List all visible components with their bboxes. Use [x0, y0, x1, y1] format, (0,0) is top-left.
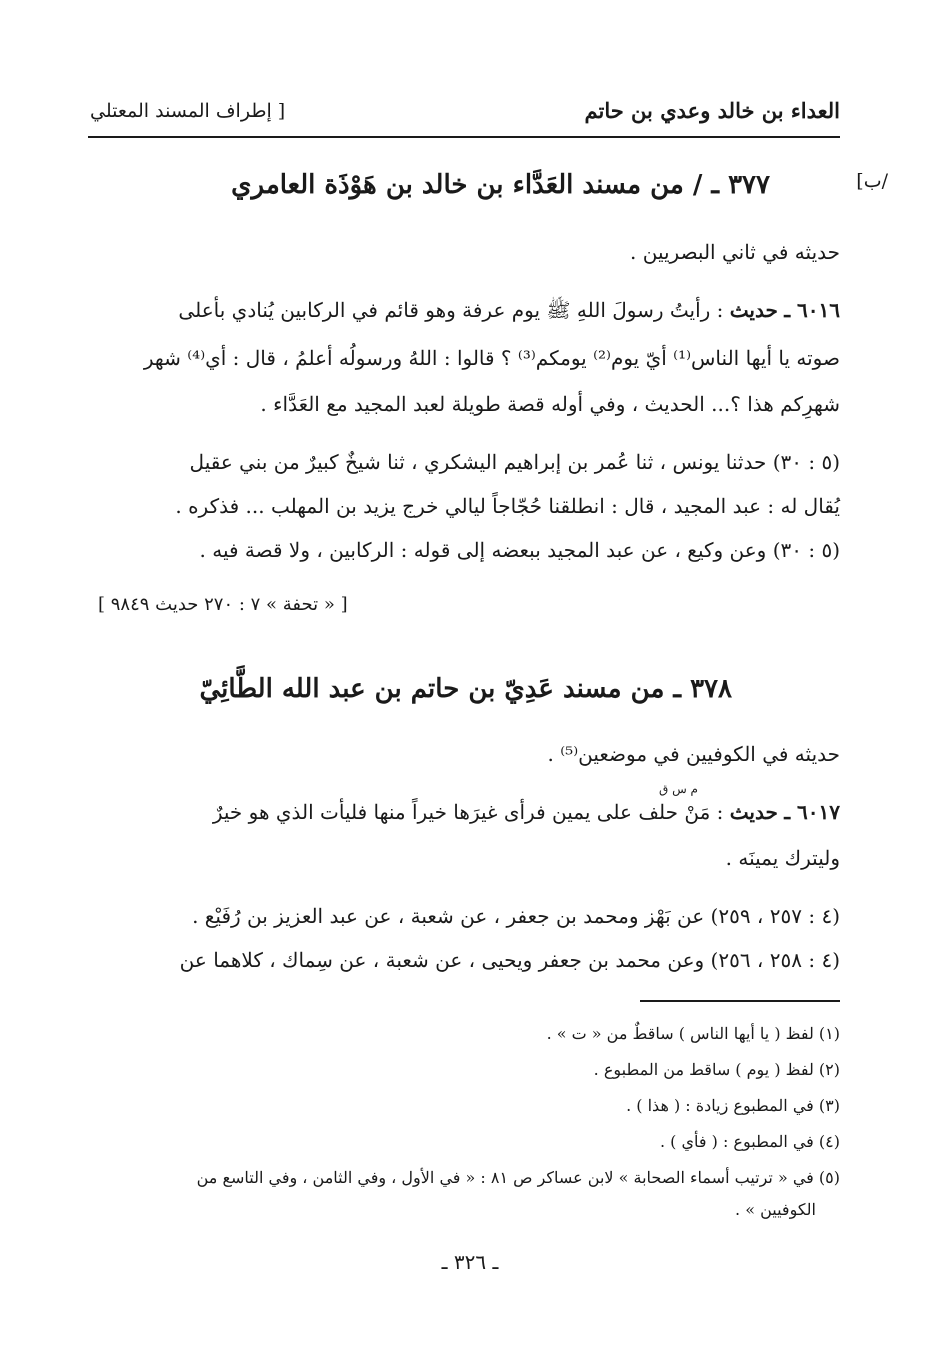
hadith-6017-line-2: وليترك يمينَه . — [725, 846, 840, 870]
hadith-number: ٦٠١٧ ـ — [784, 800, 840, 824]
hadith-6016-line-2: صوته يا أيها الناس⁽¹⁾ أيّ يوم⁽²⁾ يومكم⁽³⁾ ؟ قالوا : اللهُ ورسولُه أعلمُ ، قال : أي⁽⁴⁾ شهر — [143, 346, 840, 370]
section-title-377: ٣٧٧ ـ / من مسند العَدَّاء بن خالد بن هَوْذَة العامري — [231, 170, 770, 200]
running-header-book: [ إطراف المسند المعتلي — [90, 100, 286, 122]
hadith-label: حديث — [729, 298, 778, 322]
isnad-line: (٥ : ٣٠) حدثنا يونس ، ثنا عُمر بن إبراهيم اليشكري ، ثنا شيخٌ كبيرٌ من بني عقيل — [189, 450, 840, 474]
footnote: (٣) في المطبوع زيادة : ( هذا ) . — [626, 1096, 840, 1115]
hadith-text: : رأيتُ رسولَ اللهِ ﷺ يوم عرفة وهو قائم في الركابين يُنادي بأعلى — [178, 298, 724, 322]
section-intro-377: حديثه في ثاني البصريين . — [630, 240, 840, 264]
hadith-6017-line-1 — [213, 800, 840, 824]
hadith-label: حديث — [729, 800, 778, 824]
running-header-title: العداء بن خالد وعدي بن حاتم — [584, 98, 840, 123]
footnote: (١) لفظ ( يا أيها الناس ) ساقطٌ من « ت » . — [546, 1024, 840, 1043]
isnad-line: (٤ : ٢٥٨ ، ٢٥٦) وعن محمد بن جعفر ويحيى ، عن شعبة ، عن سِماك ، كلاهما عن — [179, 948, 840, 972]
margin-note: /ب] — [856, 170, 888, 192]
hadith-number: ٦٠١٦ ـ — [784, 298, 840, 322]
isnad-line: يُقال له : عبد المجيد ، قال : انطلقنا حُجّاجاً ليالي خرج يزيد بن المهلب ... فذكره . — [175, 494, 840, 518]
page-number: ـ ٣٢٦ ـ — [441, 1250, 499, 1274]
isnad-line: (٥ : ٣٠) وعن وكيع ، عن عبد المجيد ببعضه إلى قوله : الركابين ، ولا قصة فيه . — [199, 538, 840, 562]
footnote: (٢) لفظ ( يوم ) ساقط من المطبوع . — [593, 1060, 840, 1079]
footnote: (٥) في « ترتيب أسماء الصحابة » لابن عساكر ص ٨١ : « في الأول ، وفي الثامن ، وفي التاسع من — [196, 1168, 840, 1187]
section-title-378: ٣٧٨ ـ من مسند عَدِيّ بن حاتم بن عبد الله الطَّائِيّ — [199, 674, 732, 704]
tuhfa-reference: [ « تحفة » ٧ : ٢٧٠ حديث ٩٨٤٩ ] — [98, 594, 348, 615]
section-intro-378: حديثه في الكوفيين في موضعين⁽⁵⁾ . — [547, 742, 840, 766]
footnote: الكوفيين » . — [735, 1200, 816, 1219]
isnad-line: (٤ : ٢٥٧ ، ٢٥٩) عن بَهْز ومحمد بن جعفر ، عن شعبة ، عن عبد العزيز بن رُفَيْع . — [192, 904, 840, 928]
footnote: (٤) في المطبوع : ( فأي ) . — [659, 1132, 840, 1151]
header-rule — [88, 136, 840, 138]
source-marks: م س ق — [658, 782, 698, 796]
footnote-rule — [640, 1000, 840, 1002]
hadith-6016-line-3: شهرِكم هذا ؟... الحديث ، وفي أوله قصة طويلة لعبد المجيد مع العَدَّاء . — [260, 392, 840, 416]
hadith-text: : مَنْ حلف على يمين فرأى غيرَها خيراً منها فليأت الذي هو خيرٌ — [212, 800, 724, 824]
hadith-6016-line-1 — [178, 298, 840, 327]
